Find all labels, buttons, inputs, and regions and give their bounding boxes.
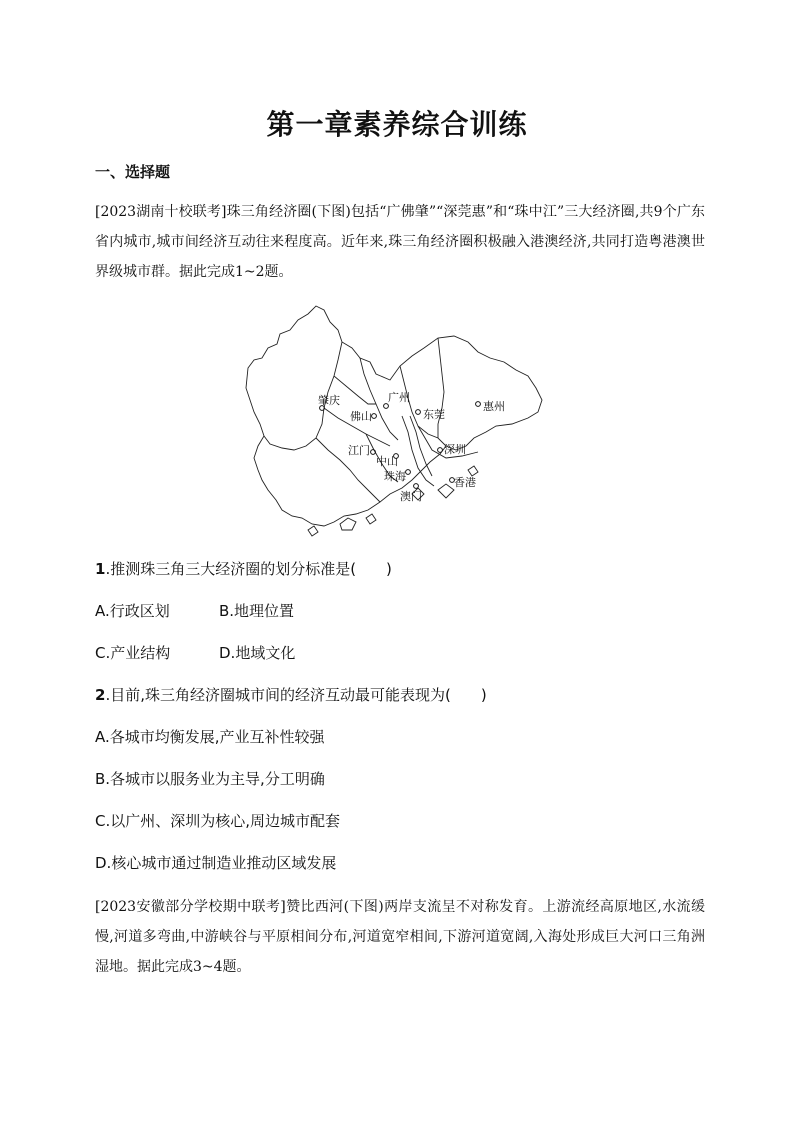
passage-2: [2023安徽部分学校期中联考]赞比西河(下图)两岸支流呈不对称发育。上游流经高原地区,水流缓慢,河道多弯曲,中游峡谷与平原相间分布,河道宽窄相间,下游河道宽阔,入海处形成巨大河口三角洲湿地。据此完成3~4题。	[95, 899, 705, 975]
map-label-dongguan: 东莞	[423, 408, 445, 421]
question-1-number: 1	[95, 560, 106, 578]
border-huizhou	[438, 338, 444, 438]
q2-option-a[interactable]: A.各城市均衡发展,产业互补性较强	[95, 728, 325, 746]
map-label-shenzhen: 深圳	[444, 443, 466, 456]
question-2-text: .目前,珠三角经济圈城市间的经济互动最可能表现为( )	[105, 686, 487, 704]
map-label-guangzhou: 广州	[388, 391, 410, 404]
question-1	[95, 558, 392, 579]
map-label-huizhou: 惠州	[483, 400, 505, 413]
q1-option-c[interactable]: C.产业结构	[95, 644, 171, 662]
q2-option-b[interactable]: B.各城市以服务业为主导,分工明确	[95, 770, 325, 788]
q1-option-a[interactable]: A.行政区划	[95, 602, 170, 620]
section-heading: 一、选择题	[95, 163, 171, 181]
island	[366, 514, 376, 524]
q2-option-d[interactable]: D.核心城市通过制造业推动区域发展	[95, 854, 337, 872]
map-outline	[246, 306, 542, 526]
pearl-river-delta-map	[242, 300, 552, 538]
map-label-zhongshan: 中山	[376, 455, 398, 468]
map-label-zhuhai: 珠海	[384, 470, 406, 483]
island	[468, 466, 478, 476]
question-2-number: 2	[95, 686, 106, 704]
map-label-jiangmen: 江门	[348, 444, 370, 457]
map-label-zhaoqing: 肇庆	[318, 394, 340, 407]
map-label-foshan: 佛山	[350, 410, 372, 423]
map-label-hongkong: 香港	[454, 476, 476, 489]
q1-option-b[interactable]: B.地理位置	[219, 602, 295, 620]
island	[308, 526, 318, 536]
question-2	[95, 684, 487, 705]
q1-option-d[interactable]: D.地域文化	[219, 644, 296, 662]
page-title: 第一章素养综合训练	[266, 108, 528, 141]
q2-option-c[interactable]: C.以广州、深圳为核心,周边城市配套	[95, 812, 341, 830]
island	[438, 484, 454, 498]
question-1-text: .推测珠三角三大经济圈的划分标准是( )	[105, 560, 392, 578]
passage-1: [2023湖南十校联考]珠三角经济圈(下图)包括“广佛肇”“深莞惠”和“珠中江”三大经济圈,共9个广东省内城市,城市间经济互动往来程度高。近年来,珠三角经济圈积极融入港澳经济,共同打造粤港澳世界级城市群。据此完成1~2题。	[95, 204, 705, 280]
map-label-macau: 澳门	[400, 490, 422, 503]
island	[340, 518, 356, 530]
